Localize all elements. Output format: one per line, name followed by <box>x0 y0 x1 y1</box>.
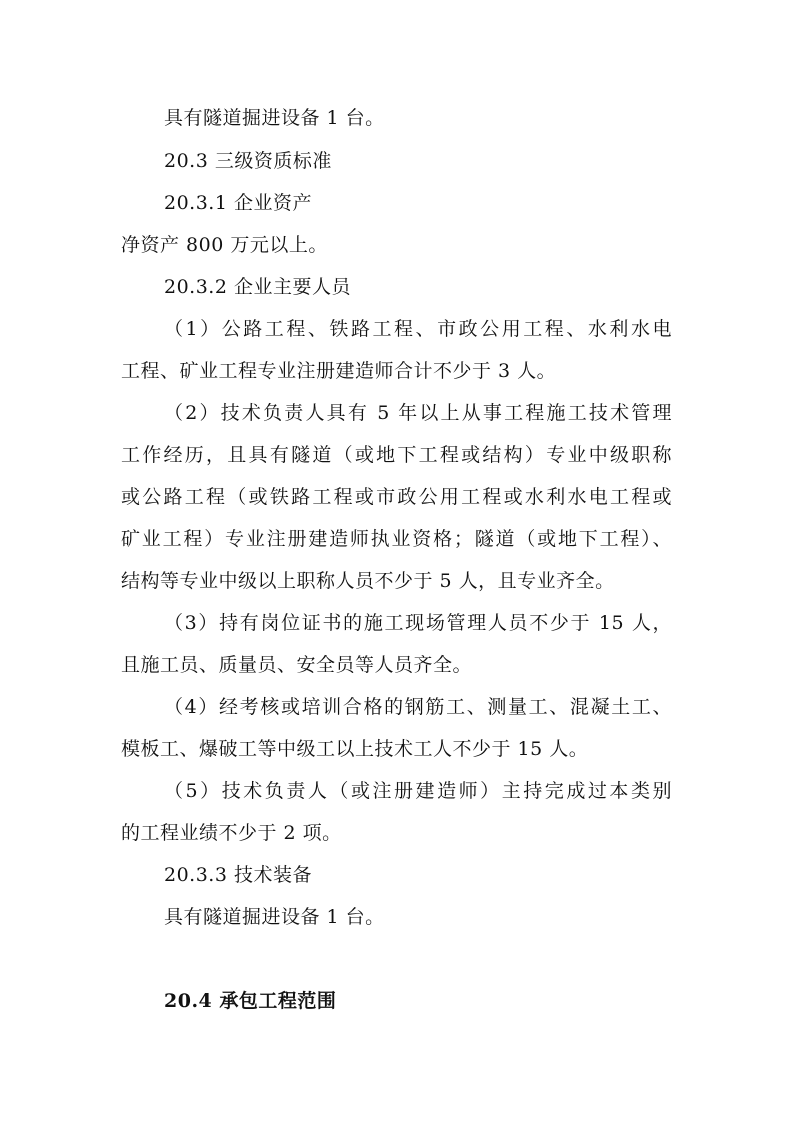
paragraph-line: 且施工员、质量员、安全员等人员齐全。 <box>121 654 473 676</box>
paragraph-line: （2）技术负责人具有 5 年以上从事工程施工技术管理 <box>164 402 672 424</box>
paragraph-line: （3）持有岗位证书的施工现场管理人员不少于 15 人， <box>164 612 672 634</box>
paragraph-line: 模板工、爆破工等中级工以上技术工人不少于 15 人。 <box>121 738 589 760</box>
paragraph-line: 工程、矿业工程专业注册建造师合计不少于 3 人。 <box>121 360 557 382</box>
section-heading-20-3: 20.3 三级资质标准 <box>164 150 332 172</box>
paragraph-line: 具有隧道掘进设备 1 台。 <box>164 107 385 129</box>
paragraph-line: 净资产 800 万元以上。 <box>121 234 328 256</box>
paragraph-line: （4）经考核或培训合格的钢筋工、测量工、混凝土工、 <box>164 696 672 718</box>
subsection-heading-20-3-2: 20.3.2 企业主要人员 <box>164 276 351 298</box>
subsection-heading-20-3-3: 20.3.3 技术装备 <box>164 864 312 886</box>
paragraph-line: 具有隧道掘进设备 1 台。 <box>164 906 385 928</box>
paragraph-line: 结构等专业中级以上职称人员不少于 5 人，且专业齐全。 <box>121 570 615 592</box>
paragraph-line: 工作经历，且具有隧道（或地下工程或结构）专业中级职称 <box>121 444 672 466</box>
paragraph-line: （1）公路工程、铁路工程、市政公用工程、水利水电 <box>164 318 672 340</box>
section-heading-20-4: 20.4 承包工程范围 <box>164 990 337 1012</box>
paragraph-line: （5）技术负责人（或注册建造师）主持完成过本类别 <box>164 780 672 802</box>
paragraph-line: 矿业工程）专业注册建造师执业资格；隧道（或地下工程）、 <box>121 528 672 550</box>
paragraph-line: 或公路工程（或铁路工程或市政公用工程或水利水电工程或 <box>121 486 672 508</box>
paragraph-line: 的工程业绩不少于 2 项。 <box>121 822 342 844</box>
subsection-heading-20-3-1: 20.3.1 企业资产 <box>164 192 312 214</box>
